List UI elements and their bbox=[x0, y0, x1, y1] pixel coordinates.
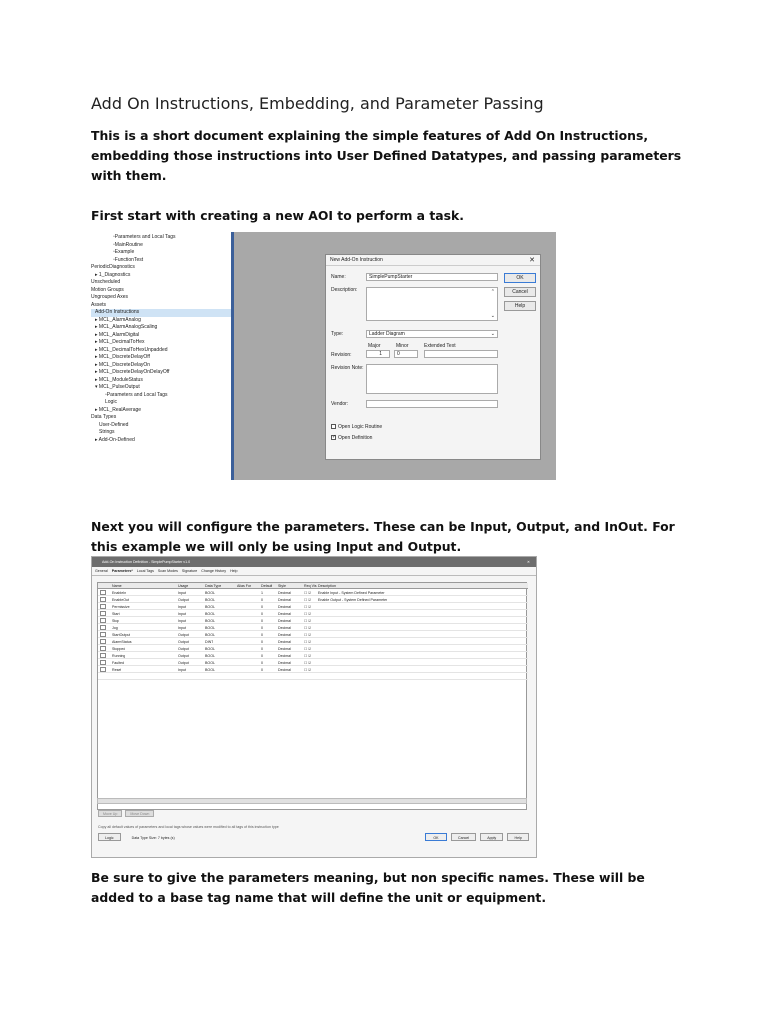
step1-paragraph: First start with creating a new AOI to perform a task. bbox=[91, 208, 464, 223]
tree-item-label: Data Types bbox=[91, 414, 117, 420]
req-vis-checkboxes[interactable]: ☐ ☑ bbox=[304, 598, 312, 602]
cell-default[interactable]: 0 bbox=[261, 626, 263, 630]
minor-input[interactable]: 0 bbox=[394, 350, 418, 358]
minor-label: Minor bbox=[396, 343, 409, 349]
table-row[interactable] bbox=[98, 639, 528, 645]
tree-item[interactable] bbox=[91, 429, 231, 437]
tree-item-label: User-Defined bbox=[99, 421, 129, 428]
tree-item[interactable]: ▸ MCL_DecimalToHexUnpadded bbox=[95, 346, 168, 353]
cell-name[interactable]: Reset bbox=[112, 668, 122, 672]
cell-usage[interactable]: Output bbox=[178, 661, 189, 665]
open-definition-checkbox[interactable] bbox=[331, 435, 372, 441]
row-selector[interactable] bbox=[100, 611, 106, 616]
open-definition-label: Open Definition bbox=[338, 435, 373, 441]
cell-usage[interactable]: Output bbox=[178, 640, 189, 644]
tree-item-label: PeriodicDiagnostics bbox=[91, 264, 135, 270]
tree-item[interactable]: ▸ MCL_AlarmAnalog bbox=[95, 316, 141, 323]
cell-usage[interactable]: Input bbox=[178, 605, 186, 609]
req-vis-checkboxes[interactable]: ☐ ☑ bbox=[304, 633, 312, 637]
tree-item-label: Motion Groups bbox=[91, 286, 124, 293]
step2-paragraph: Next you will configure the parameters. These can be Input, Output, and InOut. For this example we will only be using Input and Output. bbox=[91, 519, 675, 554]
column-header[interactable]: Style bbox=[278, 584, 286, 588]
extended-text-label: Extended Text bbox=[424, 343, 456, 349]
column-header[interactable]: Description bbox=[318, 584, 336, 588]
cell-usage[interactable]: Output bbox=[178, 633, 189, 637]
cell-type[interactable]: BOOL bbox=[205, 647, 215, 651]
data-type-size: Data Type Size: 7 bytes (s) bbox=[131, 836, 175, 840]
checkmark-icon: ✓ bbox=[332, 434, 337, 441]
tree-item-label: MCL_PulseOutput bbox=[98, 384, 140, 390]
cell-type[interactable]: BOOL bbox=[205, 612, 215, 616]
cell-default[interactable]: 0 bbox=[261, 640, 263, 644]
cell-usage[interactable]: Output bbox=[178, 647, 189, 651]
tree-item-label: Parameters and Local Tags bbox=[106, 391, 168, 398]
table-row[interactable] bbox=[98, 632, 528, 638]
req-vis-checkboxes[interactable]: ☐ ☑ bbox=[304, 612, 312, 616]
cell-default[interactable]: 0 bbox=[261, 668, 263, 672]
cell-type[interactable]: BOOL bbox=[205, 654, 215, 658]
tree-item[interactable] bbox=[91, 414, 231, 422]
cell-name[interactable]: Stop bbox=[112, 619, 120, 623]
table-row[interactable] bbox=[98, 604, 528, 610]
cell-type[interactable]: BOOL bbox=[205, 605, 215, 609]
tab-3[interactable]: Scan Modes bbox=[157, 569, 178, 573]
name-input[interactable]: SimplePumpStarter bbox=[366, 273, 498, 281]
column-header[interactable]: Data Type bbox=[205, 584, 222, 588]
revision-note-label: Revision Note: bbox=[331, 365, 364, 371]
column-header[interactable]: Alias For bbox=[237, 584, 252, 588]
cell-usage[interactable]: Input bbox=[178, 626, 186, 630]
cell-name[interactable]: Running bbox=[112, 654, 126, 658]
tree-item[interactable] bbox=[91, 399, 231, 407]
new-row[interactable] bbox=[98, 674, 528, 680]
close-icon[interactable]: ✕ bbox=[529, 257, 535, 264]
type-select[interactable] bbox=[366, 330, 498, 338]
tree-item[interactable]: ▸ MCL_RealAverage bbox=[95, 406, 142, 413]
move-down-button[interactable]: Move Down bbox=[125, 810, 154, 817]
type-label: Type: bbox=[331, 331, 344, 337]
cell-name[interactable]: Stopped bbox=[112, 647, 126, 651]
cell-name[interactable]: Permissive bbox=[112, 605, 130, 609]
tree-item[interactable] bbox=[91, 287, 231, 295]
step3-paragraph: Be sure to give the parameters meaning, but non specific names. These will be added to a base tag name that will define the unit or equipment. bbox=[91, 870, 645, 905]
tab-6[interactable]: Help bbox=[230, 569, 238, 573]
tree-item[interactable]: ▸ MCL_ModuleStatus bbox=[95, 376, 143, 383]
cell-type[interactable]: BOOL bbox=[205, 668, 215, 672]
cell-default[interactable]: 0 bbox=[261, 647, 263, 651]
description-input[interactable]: ⌃ ⌄ bbox=[366, 287, 498, 321]
cell-default[interactable]: 0 bbox=[261, 661, 263, 665]
tree-item-label: Strings bbox=[99, 429, 115, 435]
checkbox-icon bbox=[331, 424, 336, 429]
req-vis-checkboxes[interactable]: ☐ ☑ bbox=[304, 668, 312, 672]
req-vis-checkboxes[interactable]: ☐ ☑ bbox=[304, 591, 312, 595]
definition-tabs bbox=[92, 567, 536, 576]
definition-title: Add-On Instruction Definition - SimplePumpStarter v1.0 bbox=[102, 560, 191, 564]
cell-default[interactable]: 0 bbox=[261, 619, 263, 623]
help-button[interactable]: Help bbox=[504, 301, 536, 311]
open-logic-label: Open Logic Routine bbox=[338, 424, 383, 430]
cell-default[interactable]: 0 bbox=[261, 605, 263, 609]
cell-name[interactable]: EnableIn bbox=[112, 591, 127, 595]
cell-style[interactable]: Decimal bbox=[278, 640, 291, 644]
tree-item[interactable]: ▫FunctionTest bbox=[113, 256, 144, 263]
tree-item-label: 1_Diagnostics bbox=[98, 271, 131, 278]
tree-item-label: MCL_DiscreteDelayOn bbox=[98, 361, 151, 368]
ok-button[interactable]: OK bbox=[504, 273, 536, 283]
row-selector[interactable] bbox=[100, 660, 106, 665]
cell-default[interactable]: 0 bbox=[261, 612, 263, 616]
tree-item-label: Ungrouped Axes bbox=[91, 294, 128, 300]
close-icon[interactable]: ✕ bbox=[526, 560, 530, 564]
column-header[interactable]: Usage bbox=[178, 584, 189, 588]
cell-style[interactable]: Decimal bbox=[278, 605, 291, 609]
row-selector[interactable] bbox=[100, 618, 106, 623]
new-aoi-dialog bbox=[325, 254, 541, 460]
row-selector[interactable] bbox=[100, 653, 106, 658]
table-row[interactable] bbox=[98, 611, 528, 617]
cell-type[interactable]: DINT bbox=[205, 640, 214, 644]
tree-item-label: Add-On Instructions bbox=[95, 309, 140, 315]
cancel-button[interactable]: Cancel bbox=[451, 833, 476, 841]
column-header[interactable]: Req Vis bbox=[304, 584, 317, 588]
table-row[interactable] bbox=[98, 646, 528, 652]
cell-usage[interactable]: Output bbox=[178, 654, 189, 658]
tree-item-label: MCL_AlarmAnalogScaling bbox=[98, 324, 158, 330]
row-selector[interactable] bbox=[100, 625, 106, 630]
tree-item-label: MCL_DiscreteDelayOnDelayOff bbox=[98, 369, 170, 375]
cell-name[interactable]: AlarmStatus bbox=[112, 640, 132, 644]
req-vis-checkboxes[interactable]: ☐ ☑ bbox=[304, 626, 312, 630]
major-input[interactable]: 1 bbox=[366, 350, 390, 358]
cell-name[interactable]: EnableOut bbox=[112, 598, 129, 602]
cell-style[interactable]: Decimal bbox=[278, 661, 291, 665]
row-selector[interactable] bbox=[100, 646, 106, 651]
tree-item-label: MCL_AlarmAnalog bbox=[98, 316, 141, 323]
tree-item-label: Logic bbox=[105, 399, 117, 405]
chevron-down-icon: ⌄ bbox=[490, 331, 495, 337]
type-value: Ladder Diagram bbox=[369, 331, 405, 337]
help-button[interactable]: Help bbox=[507, 833, 529, 841]
name-label: Name: bbox=[331, 274, 346, 280]
req-vis-checkboxes[interactable]: ☐ ☑ bbox=[304, 619, 312, 623]
tree-item[interactable]: ▸ MCL_DiscreteDelayOn bbox=[95, 361, 151, 368]
cell-style[interactable]: Decimal bbox=[278, 654, 291, 658]
tree-item[interactable]: ▸ MCL_DiscreteDelayOff bbox=[95, 354, 150, 360]
tree-item-label: Add-On-Defined bbox=[98, 436, 135, 443]
tree-item[interactable]: ▸ MCL_AlarmDigital bbox=[95, 331, 140, 338]
tree-item-label: Assets bbox=[91, 301, 107, 308]
revision-note-input[interactable] bbox=[366, 364, 498, 394]
vendor-label: Vendor: bbox=[331, 401, 349, 407]
cell-type[interactable]: BOOL bbox=[205, 591, 215, 595]
table-row[interactable] bbox=[98, 625, 528, 631]
cell-name[interactable]: Jog bbox=[112, 626, 118, 630]
cell-desc[interactable]: Enable Input - System Defined Parameter bbox=[318, 591, 385, 595]
row-selector[interactable] bbox=[100, 667, 106, 672]
column-header[interactable]: Name bbox=[112, 584, 122, 588]
row-selector[interactable] bbox=[100, 639, 106, 644]
tree-item[interactable]: ▫Parameters and Local Tags bbox=[113, 234, 176, 240]
revision-label: Revision: bbox=[331, 352, 352, 358]
tree-item-label: MCL_ModuleStatus bbox=[98, 376, 143, 383]
cell-type[interactable]: BOOL bbox=[205, 598, 215, 602]
row-selector[interactable] bbox=[100, 597, 106, 602]
cell-default[interactable]: 0 bbox=[261, 633, 263, 637]
req-vis-checkboxes[interactable]: ☐ ☑ bbox=[304, 661, 312, 665]
document-title: Add On Instructions, Embedding, and Parameter Passing bbox=[91, 94, 544, 113]
row-selector[interactable] bbox=[100, 604, 106, 609]
cell-style[interactable]: Decimal bbox=[278, 598, 291, 602]
cell-default[interactable]: 0 bbox=[261, 598, 263, 602]
req-vis-checkboxes[interactable]: ☐ ☑ bbox=[304, 647, 312, 651]
row-selector[interactable] bbox=[100, 632, 106, 637]
description-label: Description: bbox=[331, 287, 358, 293]
cell-style[interactable]: Decimal bbox=[278, 626, 291, 630]
apply-button[interactable]: Apply bbox=[480, 833, 503, 841]
cancel-button[interactable]: Cancel bbox=[504, 287, 536, 297]
tree-item[interactable] bbox=[91, 309, 231, 317]
cell-style[interactable]: Decimal bbox=[278, 668, 291, 672]
cell-usage[interactable]: Output bbox=[178, 598, 189, 602]
tree-item-label: Parameters and Local Tags bbox=[114, 234, 176, 240]
cell-type[interactable]: BOOL bbox=[205, 619, 215, 623]
table-row[interactable] bbox=[98, 667, 528, 673]
tree-item[interactable] bbox=[91, 279, 231, 287]
cell-usage[interactable]: Input bbox=[178, 668, 186, 672]
tab-4[interactable]: Signature bbox=[181, 569, 198, 573]
cell-default[interactable]: 1 bbox=[261, 591, 263, 595]
move-up-button[interactable]: Move Up bbox=[98, 810, 122, 817]
req-vis-checkboxes[interactable]: ☐ ☑ bbox=[304, 654, 312, 658]
cell-style[interactable]: Decimal bbox=[278, 612, 291, 616]
cell-default[interactable]: 0 bbox=[261, 654, 263, 658]
dialog-title: New Add-On Instruction bbox=[330, 257, 383, 263]
parameters-grid bbox=[97, 582, 527, 810]
req-vis-checkboxes[interactable]: ☐ ☑ bbox=[304, 640, 312, 644]
open-logic-checkbox[interactable] bbox=[331, 424, 382, 430]
cell-style[interactable]: Decimal bbox=[278, 633, 291, 637]
req-vis-checkboxes[interactable]: ☐ ☑ bbox=[304, 605, 312, 609]
cell-usage[interactable]: Input bbox=[178, 612, 186, 616]
tab-5[interactable]: Change History bbox=[201, 569, 227, 573]
major-label: Major bbox=[368, 343, 381, 349]
tree-item[interactable]: ▸ MCL_DecimalToHex bbox=[95, 339, 145, 345]
table-row[interactable] bbox=[98, 660, 528, 666]
tree-item[interactable]: ▸ Add-On-Defined bbox=[95, 436, 135, 443]
tree-item[interactable]: ▫MainRoutine bbox=[113, 241, 143, 248]
cell-name[interactable]: StartOutput bbox=[112, 633, 131, 637]
cell-desc[interactable]: Enable Output - System Defined Parameter bbox=[318, 598, 388, 602]
tree-item[interactable]: ▾ MCL_PulseOutput bbox=[95, 384, 140, 390]
tree-item[interactable] bbox=[91, 422, 231, 430]
cell-name[interactable]: Faulted bbox=[112, 661, 124, 665]
tree-item[interactable]: ▫Parameters and Local Tags bbox=[105, 391, 168, 398]
row-selector[interactable] bbox=[100, 590, 106, 595]
table-row[interactable] bbox=[98, 618, 528, 624]
tree-item[interactable]: ▸ MCL_DiscreteDelayOnDelayOff bbox=[95, 369, 170, 375]
tree-item-label: MCL_DecimalToHex bbox=[98, 339, 145, 345]
cell-style[interactable]: Decimal bbox=[278, 619, 291, 623]
aoi-definition-screenshot bbox=[91, 556, 537, 858]
tree-item[interactable]: ▸ MCL_AlarmAnalogScaling bbox=[95, 324, 158, 330]
cell-style[interactable]: Decimal bbox=[278, 591, 291, 595]
tree-item-label: MCL_AlarmDigital bbox=[98, 331, 140, 338]
tree-item-label: MCL_DiscreteDelayOff bbox=[98, 354, 150, 360]
grid-header bbox=[98, 583, 528, 589]
cell-name[interactable]: Start bbox=[112, 612, 120, 616]
tree-item-label: MainRoutine bbox=[114, 241, 143, 248]
tree-item[interactable] bbox=[91, 294, 231, 302]
cell-type[interactable]: BOOL bbox=[205, 633, 215, 637]
column-header[interactable]: Default bbox=[261, 584, 273, 588]
copy-defaults-note: Copy all default values of parameters and local tags whose values were modified to all tags of this instruction type bbox=[98, 825, 279, 829]
table-row[interactable] bbox=[98, 590, 528, 596]
tree-item-label: MCL_RealAverage bbox=[98, 406, 142, 413]
cell-usage[interactable]: Input bbox=[178, 591, 186, 595]
tree-item[interactable] bbox=[91, 264, 231, 272]
tab-2[interactable]: Local Tags bbox=[136, 569, 154, 573]
tree-item[interactable]: ▫Example bbox=[113, 249, 135, 255]
tab-1[interactable]: Parameters* bbox=[111, 569, 133, 573]
vendor-input[interactable] bbox=[366, 400, 498, 408]
cell-style[interactable]: Decimal bbox=[278, 647, 291, 651]
tab-0[interactable]: General bbox=[95, 569, 108, 573]
cell-usage[interactable]: Input bbox=[178, 619, 186, 623]
horizontal-scrollbar[interactable] bbox=[97, 798, 527, 804]
table-row[interactable] bbox=[98, 597, 528, 603]
tree-item-label: Unscheduled bbox=[91, 279, 121, 285]
logic-button[interactable]: Logic bbox=[98, 833, 121, 841]
cell-type[interactable]: BOOL bbox=[205, 661, 215, 665]
extended-text-input[interactable] bbox=[424, 350, 498, 358]
ok-button[interactable]: OK bbox=[425, 833, 447, 841]
table-row[interactable] bbox=[98, 653, 528, 659]
intro-paragraph: This is a short document explaining the simple features of Add On Instructions, embedding those instructions into User Defined Datatypes, and passing parameters with them. bbox=[91, 128, 682, 183]
tree-item[interactable]: ▸ 1_Diagnostics bbox=[95, 271, 131, 278]
tree-item[interactable] bbox=[91, 302, 231, 310]
tree-item-label: Example bbox=[114, 249, 135, 255]
tree-item-label: MCL_DecimalToHexUnpadded bbox=[98, 346, 168, 353]
tree-item-label: FunctionTest bbox=[114, 256, 144, 263]
new-aoi-screenshot bbox=[91, 232, 556, 480]
controller-organizer-tree bbox=[91, 232, 231, 480]
cell-type[interactable]: BOOL bbox=[205, 626, 215, 630]
